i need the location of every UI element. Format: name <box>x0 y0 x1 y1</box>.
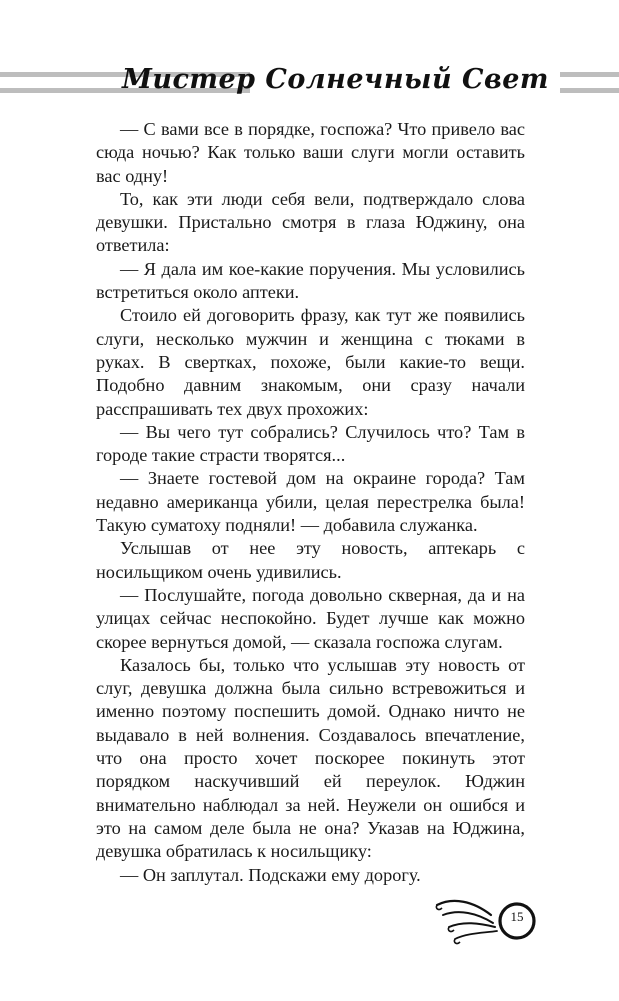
paragraph: — С вами все в порядке, госпожа? Что привело вас сюда ночью? Как только ваши слуги могли оставить вас одну! <box>96 119 525 186</box>
book-title: Мистер Солнечный Свет <box>121 64 549 95</box>
paragraph: Казалось бы, только что услышав эту новость от слуг, девушка должна была сильно встревожиться и именно поэтому поспешить домой. Однако ничто не выдавало в ней волнения. Создавалось впечатление, что она просто хочет поскорее покинуть этот порядком наскучивший ей переулок. Юджин внимательно наблюдал за ней. Неужели он ошибся и это на самом деле была не она? Указав на Юджина, девушка обратилась к носильщику: <box>96 654 525 862</box>
paragraph: — Знаете гостевой дом на окраине города? Там недавно американца убили, целая перестрелка была! Такую суматоху подняли! — добавила служанка. <box>96 468 525 536</box>
paragraph: То, как эти люди себя вели, подтверждало слова девушки. Пристально смотря в глаза Юджину, она ответила: <box>96 188 525 256</box>
paragraph: — Послушайте, погода довольно скверная, да и на улицах сейчас неспокойно. Будет лучше как можно скорее вернуться домой, — сказала госпожа слугам. <box>96 584 525 652</box>
page-number: 15 <box>510 909 524 924</box>
paragraph: Стоило ей договорить фразу, как тут же появились слуги, несколько мужчин и женщина с тюками в руках. В свертках, похоже, были какие-то вещи. Подобно давним знакомым, они сразу начали расспрашивать тех двух прохожих: <box>96 305 525 419</box>
paragraph: Услышав от нее эту новость, аптекарь с носильщиком очень удивились. <box>96 538 525 582</box>
header-line-right-top <box>560 72 619 77</box>
paragraph: — Он заплутал. Подскажи ему дорогу. <box>120 864 421 885</box>
paragraph: — Я дала им кое-какие поручения. Мы условились встретиться около аптеки. <box>96 258 525 303</box>
header-line-right-bottom <box>560 88 619 93</box>
page-body <box>96 118 525 887</box>
paragraph: — Вы чего тут собрались? Случилось что? Там в городе такие страсти творятся... <box>96 421 525 466</box>
